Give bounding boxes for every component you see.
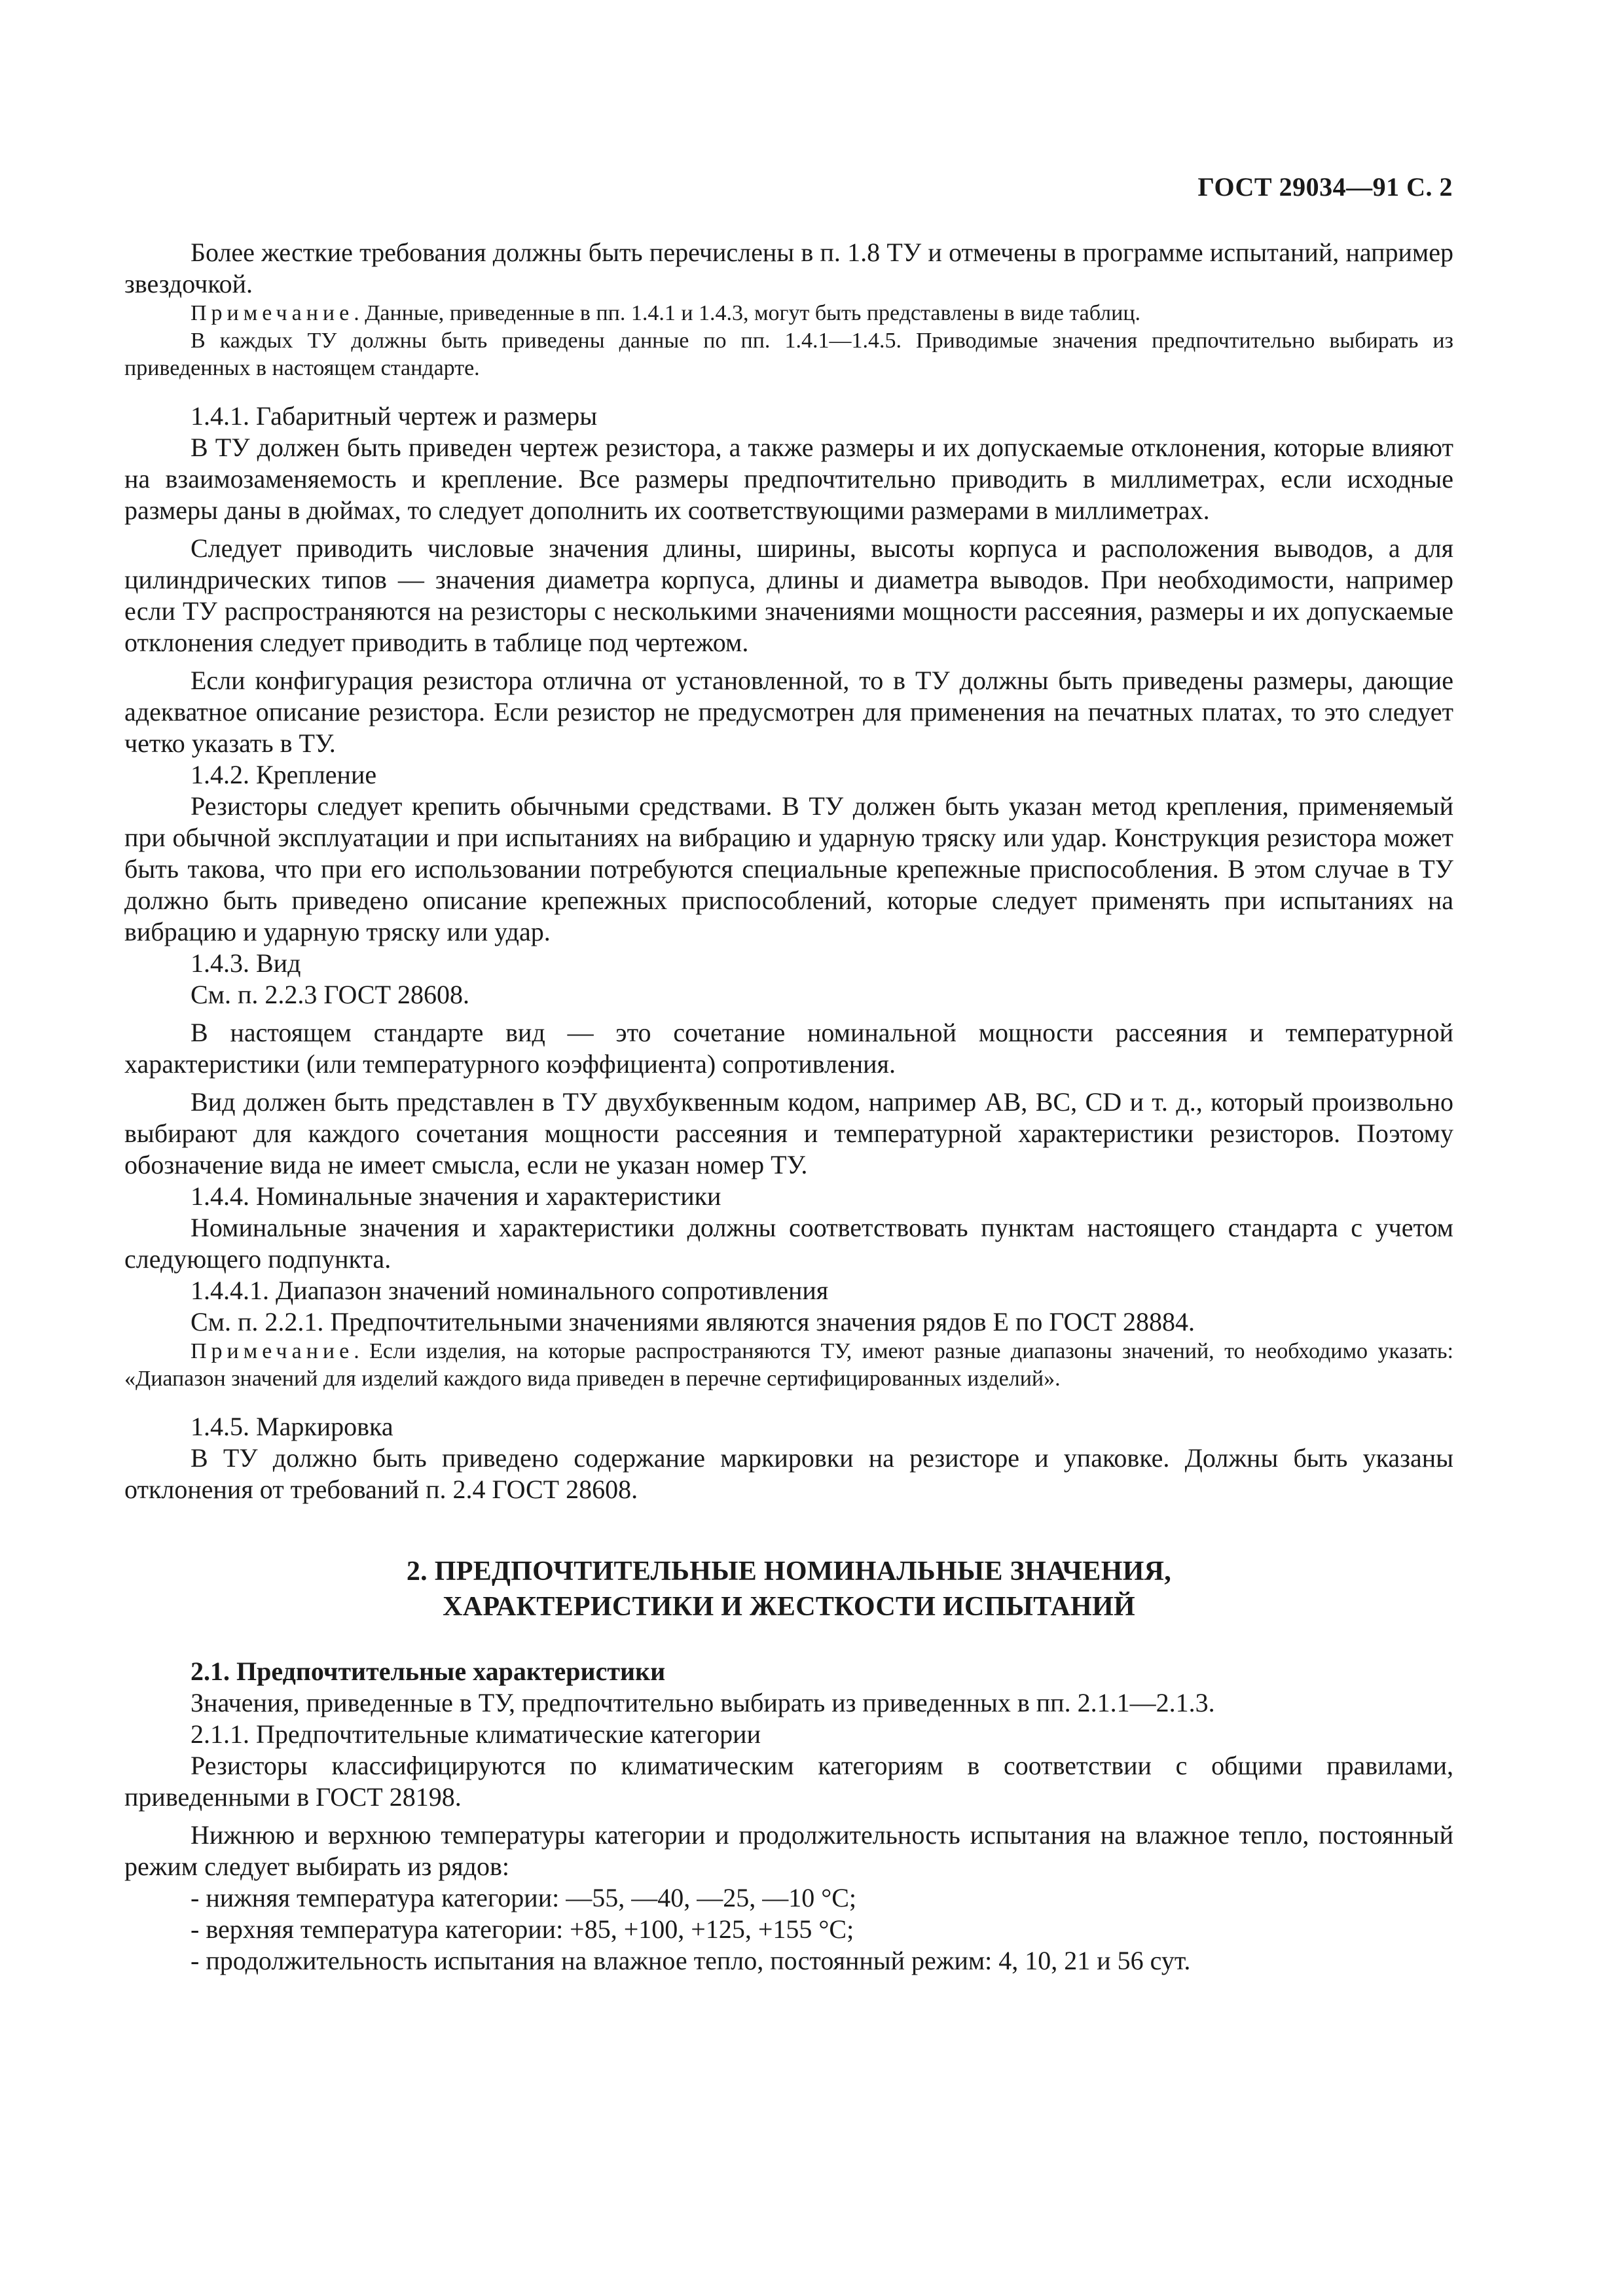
list-item: - продолжительность испытания на влажное тепло, постоянный режим: 4, 10, 21 и 56 сут. — [191, 1946, 1191, 1975]
paragraph: См. п. 2.2.1. Предпочтительными значениями являются значения рядов Е по ГОСТ 28884. — [191, 1307, 1195, 1336]
note-label: Примечание — [191, 301, 354, 325]
paragraph: Нижнюю и верхнюю температуры категории и продолжительность испытания на влажное тепло, постоянный режим следует выбирать из рядов: — [124, 1820, 1453, 1881]
document-body — [124, 237, 1453, 1977]
section-title: 1.4.1. Габаритный чертеж и размеры — [191, 401, 598, 431]
paragraph: Если конфигурация резистора отлична от установленной, то в ТУ должны быть приведены размеры, дающие адекватное описание резистора. Если резистор не предусмотрен для применения на печатных платах, то это следует четко указать в ТУ. — [124, 666, 1453, 758]
paragraph: Следует приводить числовые значения длины, ширины, высоты корпуса и расположения выводов, а для цилиндрических типов — значения диаметра корпуса, длины и диаметра выводов. При необходимости, например если ТУ распространяются на резисторы с несколькими значениями мощности рассеяния, размеры и их допускаемые отклонения следует приводить в таблице под чертежом. — [124, 533, 1453, 657]
note-label: Примечание — [191, 1339, 354, 1363]
paragraph: Резисторы классифицируются по климатическим категориям в соответствии с общими правилами, приведенными в ГОСТ 28198. — [124, 1751, 1453, 1812]
section-title: 2.1. Предпочтительные характеристики — [191, 1657, 666, 1686]
section-title: 1.4.4.1. Диапазон значений номинального сопротивления — [191, 1276, 829, 1305]
paragraph: В ТУ должен быть приведен чертеж резистора, а также размеры и их допускаемые отклонения, которые влияют на взаимозаменяемость и крепление. Все размеры предпочтительно приводить в миллиметрах, если исходные размеры даны в дюймах, то следует дополнить их соответствующими размерами в миллиметрах. — [124, 433, 1453, 525]
list-item: - верхняя температура категории: +85, +100, +125, +155 °С; — [191, 1914, 854, 1944]
note-continuation: В каждых ТУ должны быть приведены данные по пп. 1.4.1—1.4.5. Приводимые значения предпочтительно выбирать из приведенных в настоящем стандарте. — [124, 329, 1453, 380]
section-title: 1.4.5. Маркировка — [191, 1412, 393, 1441]
paragraph: В настоящем стандарте вид — это сочетание номинальной мощности рассеяния и температурной характеристики (или температурного коэффициента) сопротивления. — [124, 1018, 1453, 1079]
note-text: . Если изделия, на которые распространяются ТУ, имеют разные диапазоны значений, то необходимо указать: «Диапазон значений для изделий каждого вида приведен в перечне сертифицированных изделий». — [124, 1339, 1453, 1391]
chapter-heading — [124, 1554, 1453, 1624]
paragraph: В ТУ должно быть приведено содержание маркировки на резисторе и упаковке. Должны быть указаны отклонения от требований п. 2.4 ГОСТ 28608. — [124, 1443, 1453, 1504]
section-title: 2.1.1. Предпочтительные климатические категории — [191, 1719, 761, 1749]
paragraph: Вид должен быть представлен в ТУ двухбуквенным кодом, например АВ, ВС, CD и т. д., который произвольно выбирают для каждого сочетания мощности рассеяния и температурной характеристики резисторов. Поэтому обозначение вида не имеет смысла, если не указан номер ТУ. — [124, 1087, 1453, 1179]
list-item: - нижняя температура категории: —55, —40, —25, —10 °С; — [191, 1883, 857, 1912]
page-header: ГОСТ 29034—91 С. 2 — [1197, 172, 1453, 202]
section-title: 1.4.4. Номинальные значения и характеристики — [191, 1181, 721, 1211]
paragraph: Номинальные значения и характеристики должны соответствовать пунктам настоящего стандарта с учетом следующего подпункта. — [124, 1213, 1453, 1274]
chapter-heading-line: ХАРАКТЕРИСТИКИ И ЖЕСТКОСТИ ИСПЫТАНИЙ — [443, 1592, 1135, 1622]
paragraph: Значения, приведенные в ТУ, предпочтительно выбирать из приведенных в пп. 2.1.1—2.1.3. — [191, 1688, 1215, 1717]
paragraph: Резисторы следует крепить обычными средствами. В ТУ должен быть указан метод крепления, применяемый при обычной эксплуатации и при испытаниях на вибрацию и ударную тряску или удар. Конструкция резистора может быть такова, что при его использовании потребуются специальные крепежные приспособления. В этом случае в ТУ должно быть приведено описание крепежных приспособлений, которые следует применять при испытаниях на вибрацию и ударную тряску или удар. — [124, 791, 1453, 946]
section-title: 1.4.3. Вид — [191, 948, 301, 978]
paragraph: См. п. 2.2.3 ГОСТ 28608. — [191, 980, 470, 1009]
paragraph: Более жесткие требования должны быть перечислены в п. 1.8 ТУ и отмечены в программе испытаний, например звездочкой. — [124, 238, 1453, 298]
section-title: 1.4.2. Крепление — [191, 760, 377, 789]
chapter-heading-line: 2. ПРЕДПОЧТИТЕЛЬНЫЕ НОМИНАЛЬНЫЕ ЗНАЧЕНИЯ, — [406, 1556, 1172, 1587]
note-text: . Данные, приведенные в пп. 1.4.1 и 1.4.3, могут быть представлены в виде таблиц. — [354, 301, 1141, 325]
note — [124, 1338, 1453, 1393]
note — [124, 300, 1453, 327]
